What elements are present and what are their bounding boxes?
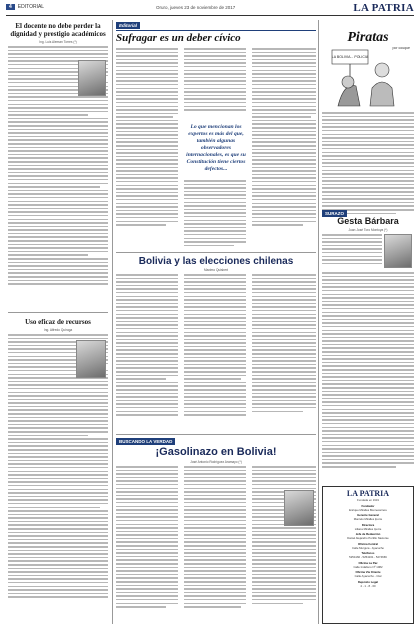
staff-value: Liliana Miralles Iporre	[354, 526, 382, 531]
staff-label: Jefe de Redacción	[355, 532, 381, 536]
staff-row	[323, 570, 413, 578]
staff-value: Calle Murguía - Ayacucho	[352, 545, 384, 550]
editorial-pull-quote: Lo que mencionan los expertos es más del que, también algunas observadores internacionales, es que su Constitución tiene ciertos defectos...	[186, 124, 246, 172]
divider	[8, 312, 108, 313]
editorial-col-2	[184, 48, 246, 113]
staff-value: Enrique Miralles Bonnecarrere	[349, 507, 387, 512]
staff-row	[323, 542, 413, 550]
staff-row	[323, 523, 413, 531]
header-left	[6, 4, 44, 10]
divider	[116, 252, 316, 253]
article-byline-gesta: Juan José Toro Montoya (*)	[348, 228, 388, 232]
cartoon-sign: LA BOLIVIA... POLICIA	[331, 55, 369, 59]
gasolinazo-col-1	[116, 466, 178, 610]
author-photo-gesta	[384, 234, 412, 268]
staff-label: Oficina La Paz	[358, 560, 378, 565]
surazo-tag: SURAZO	[322, 210, 347, 217]
article-title-gesta: Gesta Bárbara	[337, 216, 399, 226]
staff-subtitle: Fundada en 1919	[357, 498, 379, 502]
staff-value: Calle Ayacucho - Ctal	[354, 574, 382, 578]
article-byline-docente: Ing. Luis Aleman Torres (*)	[39, 40, 77, 44]
article-title-docente: El docente no debe perder la dignidad y prestigio académicos	[10, 22, 106, 38]
page-number: 4	[6, 4, 15, 10]
column-rule	[318, 20, 319, 624]
staff-row	[323, 580, 413, 588]
article-byline-gasolinazo: José Antonio Rodríguez Aramayo (*)	[190, 460, 242, 464]
cartoon-drawing-icon	[330, 48, 410, 108]
article-title-elecciones: Bolivia y las elecciones chilenas	[138, 256, 294, 267]
editorial-col-2b	[184, 180, 246, 248]
staff-row	[323, 551, 413, 559]
staff-value: Marcelo Miralles Iporre	[353, 517, 383, 521]
article-title-recursos: Uso eficaz de recursos	[25, 318, 91, 326]
editorial-col-1	[116, 48, 178, 228]
elecciones-col-2	[184, 274, 246, 418]
staff-masthead: LA PATRIA	[346, 489, 390, 498]
staff-value: 4 - 1 - 8 - 00	[360, 583, 376, 588]
article-byline-recursos: Ing. Alfredo Quiroga	[43, 328, 73, 332]
staff-label: Oficina Central	[358, 541, 378, 546]
section-name: EDITORIAL	[17, 4, 45, 10]
right-col-body-1	[322, 112, 414, 216]
editorial-rule	[116, 30, 316, 31]
staff-value: 5254160 - 5254161 - 5274666	[349, 555, 387, 559]
author-photo-recursos	[76, 340, 106, 378]
staff-row	[323, 532, 413, 540]
gasolinazo-col-2	[184, 466, 246, 610]
staff-value: Daniel Alejandro Portillo Naviorse	[347, 536, 389, 540]
staff-label: Directora	[361, 522, 375, 527]
cartoon-byline: por couque	[392, 46, 410, 50]
article-title-gasolinazo: ¡Gasolinazo en Bolivia!	[155, 446, 277, 458]
staff-row	[323, 504, 413, 512]
gasolinazo-tag: BUSCANDO LA VERDAD	[116, 438, 175, 445]
staff-label: Fundador	[361, 503, 375, 508]
gesta-body-a	[322, 234, 382, 266]
gasolinazo-col-3	[252, 466, 316, 606]
author-photo-gasolinazo	[284, 490, 314, 526]
staff-value: Calle Indaburo Nº 1082	[353, 564, 383, 569]
staff-row	[323, 561, 413, 569]
staff-label: Teléfonos	[361, 551, 375, 555]
header-date: Oruro, jueves 23 de noviembre de 2017	[156, 5, 236, 10]
staff-label: Oficina Vía Oriente	[355, 570, 381, 574]
elecciones-col-3	[252, 274, 316, 414]
column-rule	[112, 20, 113, 624]
page-header	[6, 4, 414, 16]
gesta-body-b	[322, 272, 414, 470]
masthead: LA PATRIA	[353, 2, 414, 14]
editorial-title: Sufragar es un deber cívico	[116, 32, 241, 44]
editorial-col-3	[252, 48, 316, 228]
staff-label: Depósito Legal	[357, 579, 379, 584]
staff-label: Gerente General	[357, 513, 379, 517]
staff-box	[322, 486, 414, 624]
divider	[116, 434, 316, 435]
cartoon-title: Piratas	[347, 30, 389, 45]
staff-row	[323, 513, 413, 521]
elecciones-col-1	[116, 274, 178, 418]
author-photo-docente	[78, 60, 106, 96]
article-byline-elecciones: Maximo Quisbert	[203, 268, 229, 272]
editorial-tag: Editorial	[116, 22, 140, 29]
